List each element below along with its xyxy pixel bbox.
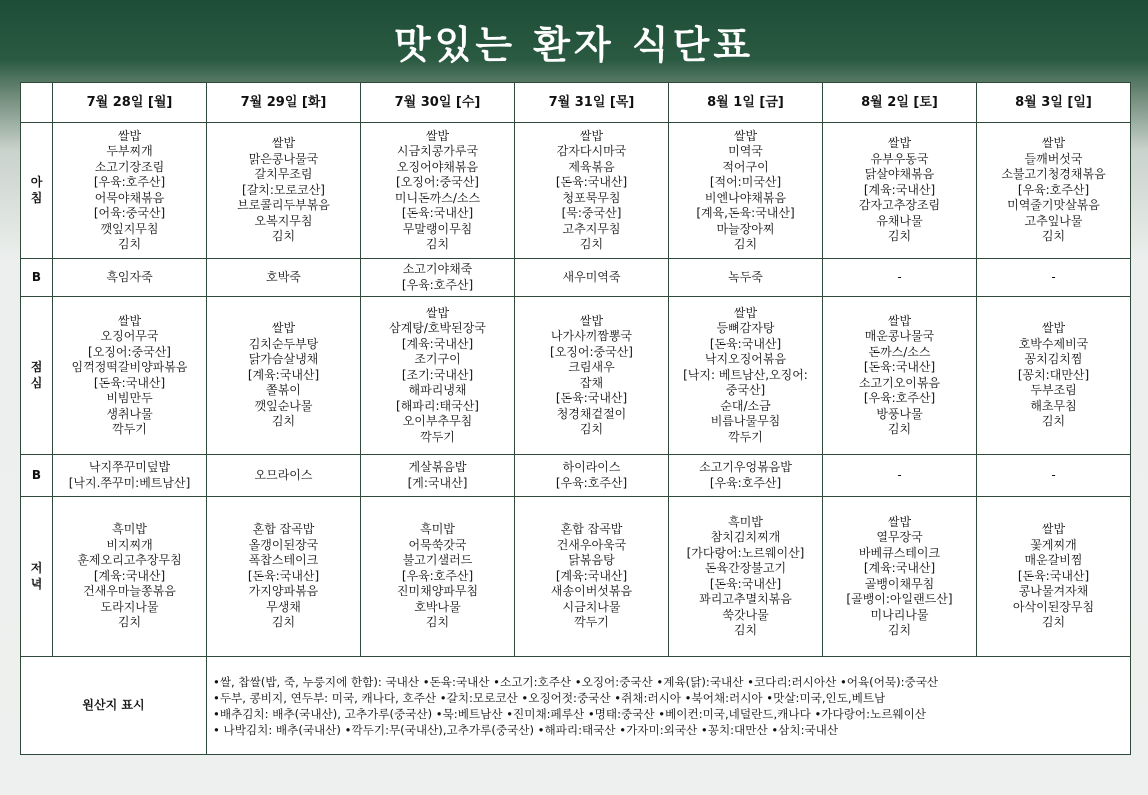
day-header: 7월 30일 [수] <box>361 83 515 123</box>
meal-row <box>21 123 1131 259</box>
menu-cell: 하이라이스 [우육:호주산] <box>515 455 669 497</box>
meal-label: 점 심 <box>21 297 53 455</box>
day-header: 7월 28일 [월] <box>53 83 207 123</box>
menu-cell: 쌀밥 나가사끼짬뽕국 [오징어:중국산] 크림새우 잡채 [돈육:국내산] 청경채겉절이 김치 <box>515 297 669 455</box>
menu-cell: 새우미역죽 <box>515 259 669 297</box>
meal-label: B <box>21 259 53 297</box>
origin-line: • 나박김치: 배추(국내산) •깍두기:무(국내산),고추가루(중국산) •해파리:태국산 •가자미:외국산 •꽁치:대만산 •삼치:국내산 <box>213 722 839 737</box>
menu-cell: 흑미밥 참치김치찌개 [가다랑어:노르웨이산] 돈육간장불고기 [돈육:국내산] 꽈리고추멸치볶음 쑥갓나물 김치 <box>669 497 823 657</box>
day-header: 7월 29일 [화] <box>207 83 361 123</box>
menu-cell: 쌀밥 삼계탕/호박된장국 [계육:국내산] 조기구이 [조기:국내산] 해파리냉채 [해파리:태국산] 오이부추무침 깍두기 <box>361 297 515 455</box>
menu-cell: 낙지쭈꾸미덮밥 [낙지.쭈꾸미:베트남산] <box>53 455 207 497</box>
menu-cell: 흑미밥 어묵쑥갓국 불고기샐러드 [우육:호주산] 진미채양파무침 호박나물 김치 <box>361 497 515 657</box>
menu-cell: 혼합 잡곡밥 건새우아욱국 닭볶음탕 [계육:국내산] 새송이버섯볶음 시금치나물 깍두기 <box>515 497 669 657</box>
day-header: 7월 31일 [목] <box>515 83 669 123</box>
menu-cell: 혼합 잡곡밥 올갱이된장국 폭찹스테이크 [돈육:국내산] 가지양파볶음 무생채 김치 <box>207 497 361 657</box>
menu-cell: 쌀밥 열무장국 바베큐스테이크 [계육:국내산] 골뱅이채무침 [골뱅이:아일랜드산] 미나리나물 김치 <box>823 497 977 657</box>
origin-line: •배추김치: 배추(국내산), 고추가루(중국산) •묵:베트남산 •진미채:페루산 •명태:중국산 •베이컨:미국,네덜란드,캐나다 •가다랑어:노르웨이산 <box>213 706 926 721</box>
menu-cell: 쌀밥 감자다시마국 제육볶음 [돈육:국내산] 청포묵무침 [묵:중국산] 고추지무침 김치 <box>515 123 669 259</box>
meal-label: 저 녁 <box>21 497 53 657</box>
menu-cell: 쌀밥 등뼈감자탕 [돈육:국내산] 낙지오징어볶음 [낙지: 베트남산,오징어: 중국산] 순대/소금 비름나물무침 깍두기 <box>669 297 823 455</box>
meal-row <box>21 259 1131 297</box>
menu-cell: - <box>977 259 1131 297</box>
menu-cell: 소고기우엉볶음밥 [우육:호주산] <box>669 455 823 497</box>
menu-cell: 쌀밥 꽃게찌개 매운갈비찜 [돈육:국내산] 콩나물겨자채 아삭이된장무침 김치 <box>977 497 1131 657</box>
header-row <box>21 83 1131 123</box>
menu-cell: 게살볶음밥 [게:국내산] <box>361 455 515 497</box>
page-title: 맛있는 환자 식단표 <box>393 22 755 67</box>
menu-cell: 녹두죽 <box>669 259 823 297</box>
meal-row <box>21 497 1131 657</box>
menu-cell: 쌀밥 미역국 적어구이 [적어:미국산] 비엔나야채볶음 [계육,돈육:국내산] 마늘장아찌 김치 <box>669 123 823 259</box>
menu-cell: - <box>977 455 1131 497</box>
meal-table <box>20 82 1131 755</box>
menu-cell: 쌀밥 매운콩나물국 돈까스/소스 [돈육:국내산] 소고기오이볶음 [우육:호주산] 방풍나물 김치 <box>823 297 977 455</box>
menu-cell: 쌀밥 들깨버섯국 소불고기청경채볶음 [우육:호주산] 미역줄기맛살볶음 고추잎나물 김치 <box>977 123 1131 259</box>
menu-cell: 오므라이스 <box>207 455 361 497</box>
menu-cell: 쌀밥 유부우동국 닭살야채볶음 [계육:국내산] 감자고추장조림 유채나물 김치 <box>823 123 977 259</box>
day-header: 8월 1일 [금] <box>669 83 823 123</box>
menu-cell: 흑임자죽 <box>53 259 207 297</box>
menu-cell: 소고기야채죽 [우육:호주산] <box>361 259 515 297</box>
meal-label: B <box>21 455 53 497</box>
menu-cell: 쌀밥 맑은콩나물국 갈치무조림 [갈치:모로코산] 브로콜리두부볶음 오복지무침 김치 <box>207 123 361 259</box>
menu-cell: 쌀밥 두부찌개 소고기장조림 [우육:호주산] 어묵야채볶음 [어육:중국산] 깻잎지무침 김치 <box>53 123 207 259</box>
day-header: 8월 3일 [일] <box>977 83 1131 123</box>
menu-cell: 쌀밥 김치순두부탕 닭가슴살냉채 [계육:국내산] 쫄볶이 깻잎순나물 김치 <box>207 297 361 455</box>
day-header: 8월 2일 [토] <box>823 83 977 123</box>
origin-row <box>21 657 1131 755</box>
menu-cell: - <box>823 259 977 297</box>
menu-cell: 흑미밥 비지찌개 훈제오리고추장무침 [계육:국내산] 건새우마늘쫑볶음 도라지나물 김치 <box>53 497 207 657</box>
menu-cell: - <box>823 455 977 497</box>
origin-line: •두부, 콩비지, 연두부: 미국, 캐나다, 호주산 •갈치:모로코산 •오징어젓:중국산 •쥐채:러시아 •북어채:러시아 •맛살:미국,인도,베트남 <box>213 690 886 705</box>
corner-cell <box>21 83 53 123</box>
menu-cell: 쌀밥 호박수제비국 꽁치김치찜 [꽁치:대만산] 두부조림 해초무침 김치 <box>977 297 1131 455</box>
menu-cell: 쌀밥 시금치콩가루국 오징어야채볶음 [오징어:중국산] 미니돈까스/소스 [돈육:국내산] 무말랭이무침 김치 <box>361 123 515 259</box>
origin-label: 원산지 표시 <box>21 657 207 755</box>
origin-line: •쌀, 찹쌀(밥, 죽, 누룽지에 한함): 국내산 •돈육:국내산 •소고기:호주산 •오징어:중국산 •계육(닭):국내산 •코다리:러시아산 •어육(어묵):중국산 <box>213 674 939 689</box>
meal-label: 아 침 <box>21 123 53 259</box>
meal-row <box>21 455 1131 497</box>
origin-text <box>207 657 1131 755</box>
menu-cell: 호박죽 <box>207 259 361 297</box>
menu-cell: 쌀밥 오징어무국 [오징어:중국산] 임꺽정떡갈비양파볶음 [돈육:국내산] 비빔만두 생취나물 깍두기 <box>53 297 207 455</box>
meal-row <box>21 297 1131 455</box>
